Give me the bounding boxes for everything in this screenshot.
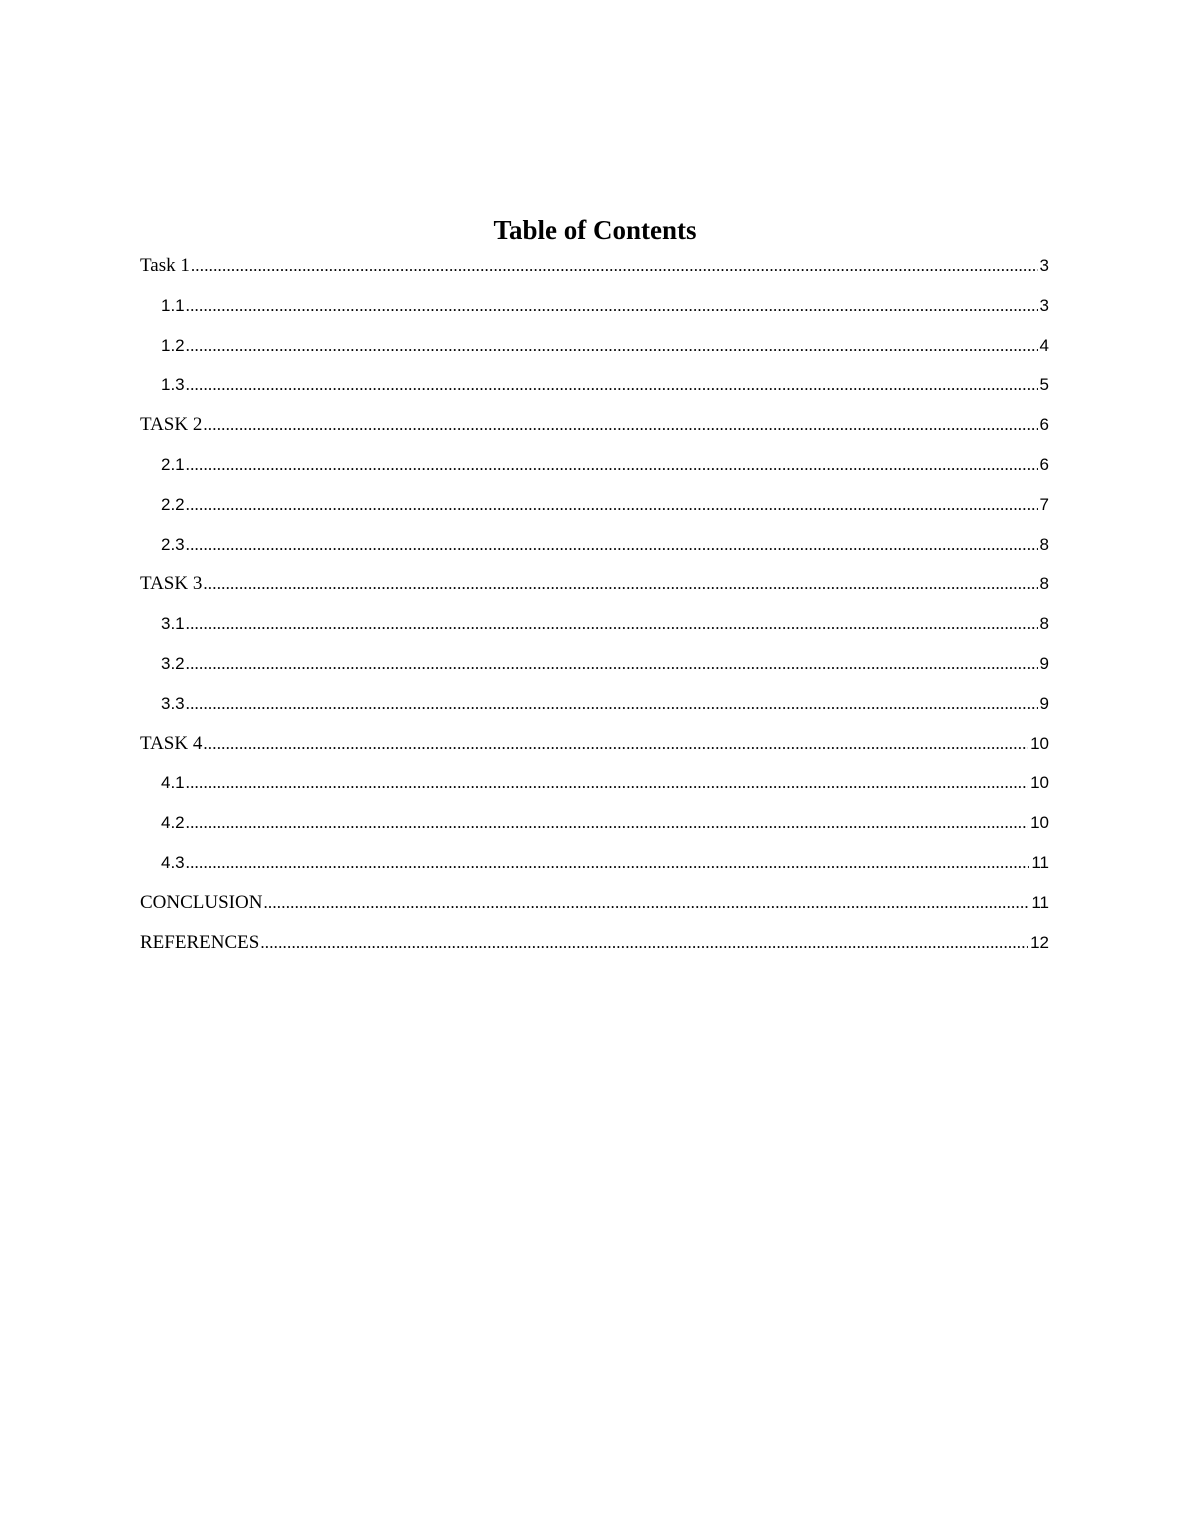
toc-entry[interactable]	[140, 767, 1049, 807]
toc-entry[interactable]	[140, 489, 1049, 529]
toc-entry-label: 1.1	[161, 295, 185, 315]
toc-entry[interactable]	[140, 688, 1049, 728]
toc-entry[interactable]	[140, 330, 1049, 370]
toc-entry-page-number: 6	[1039, 415, 1049, 435]
toc-dot-leader	[186, 489, 1038, 521]
toc-entry-page-number: 8	[1039, 574, 1049, 594]
toc-entry-label: 3.1	[161, 614, 185, 634]
toc-entry[interactable]	[140, 728, 1049, 768]
toc-entry-label: 1.2	[161, 335, 185, 355]
toc-entry-label: Task 1	[140, 255, 190, 276]
toc-dot-leader	[186, 807, 1028, 839]
toc-entry-label: 2.3	[161, 534, 185, 554]
toc-entry[interactable]	[140, 927, 1049, 967]
toc-entry[interactable]	[140, 369, 1049, 409]
toc-entry-page-number: 3	[1039, 295, 1049, 315]
toc-entry-label: 4.1	[161, 773, 185, 793]
toc-dot-leader	[186, 648, 1038, 680]
toc-entry-page-number: 5	[1039, 375, 1049, 395]
toc-dot-leader	[186, 529, 1038, 561]
toc-dot-leader	[186, 608, 1038, 640]
toc-entry-label: 4.3	[161, 852, 185, 872]
toc-entry-page-number: 12	[1030, 932, 1049, 952]
toc-entry-label: 4.2	[161, 813, 185, 833]
toc-entry-page-number: 9	[1039, 693, 1049, 713]
toc-entry-page-number: 7	[1039, 494, 1049, 514]
toc-dot-leader	[186, 449, 1038, 481]
toc-entry-label: 2.2	[161, 494, 185, 514]
toc-entry-page-number: 11	[1031, 892, 1049, 912]
toc-entry-page-number: 9	[1039, 653, 1049, 673]
toc-dot-leader	[186, 847, 1030, 879]
toc-dot-leader	[186, 688, 1038, 720]
toc-entry-page-number: 3	[1039, 256, 1049, 275]
toc-dot-leader	[186, 369, 1038, 401]
toc-entry[interactable]	[140, 807, 1049, 847]
toc-entry-page-number: 8	[1039, 614, 1049, 634]
toc-dot-leader	[191, 250, 1038, 282]
toc-entry[interactable]	[140, 847, 1049, 887]
toc-entry[interactable]	[140, 250, 1049, 290]
toc-dot-leader	[203, 728, 1028, 760]
toc-entry-label: 3.3	[161, 693, 185, 713]
toc-dot-leader	[186, 290, 1038, 322]
toc-entry[interactable]	[140, 608, 1049, 648]
toc-dot-leader	[186, 767, 1028, 799]
toc-entry-label: 2.1	[161, 454, 185, 474]
toc-entry-label: 1.3	[161, 375, 185, 395]
toc-entry-label: 3.2	[161, 653, 185, 673]
toc-entry-label: TASK 3	[140, 573, 203, 595]
toc-entry[interactable]	[140, 648, 1049, 688]
toc-title: Table of Contents	[493, 215, 697, 245]
toc-entry[interactable]	[140, 568, 1049, 608]
toc-dot-leader	[186, 330, 1038, 362]
toc-entry-label: CONCLUSION	[140, 891, 263, 913]
toc-entry-page-number: 6	[1039, 454, 1049, 474]
toc-entry-page-number: 10	[1030, 813, 1049, 833]
toc-entry-label: TASK 4	[140, 732, 203, 754]
toc-entry[interactable]	[140, 529, 1049, 569]
toc-dot-leader	[203, 568, 1037, 600]
toc-entry[interactable]	[140, 409, 1049, 449]
toc-entry-label: TASK 2	[140, 414, 203, 436]
toc-entry-label: REFERENCES	[140, 931, 260, 953]
toc-entry-page-number: 4	[1039, 335, 1049, 355]
toc-dot-leader	[263, 887, 1029, 919]
toc-entry[interactable]	[140, 449, 1049, 489]
toc-dot-leader	[203, 409, 1037, 441]
toc-entry-page-number: 11	[1031, 852, 1049, 872]
toc-entry-page-number: 10	[1030, 773, 1049, 793]
toc-entry[interactable]	[140, 887, 1049, 927]
toc-entry-page-number: 8	[1039, 534, 1049, 554]
toc-dot-leader	[260, 927, 1028, 959]
toc-entry[interactable]	[140, 290, 1049, 330]
toc-entry-page-number: 10	[1030, 733, 1049, 753]
toc-list	[140, 250, 1049, 966]
